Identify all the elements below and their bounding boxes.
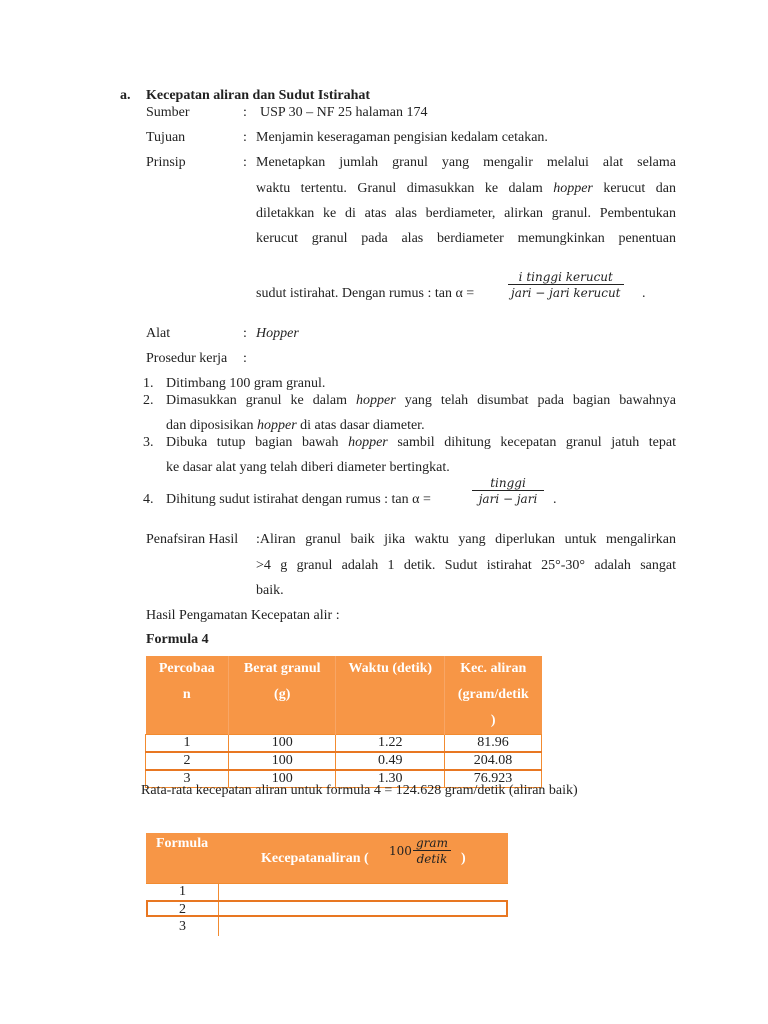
- header-waktu: [336, 656, 445, 735]
- prinsip-line-1: Menetapkan jumlah granul yang mengalir melalui alat selama: [256, 155, 676, 170]
- unit-numerator: gram: [416, 836, 448, 850]
- step-2-post: yang telah disumbat pada bagian bawahnya: [404, 393, 677, 408]
- formula-1-dot: .: [642, 286, 646, 301]
- header-formula: Formula: [156, 836, 209, 851]
- tujuan-colon: :: [243, 130, 247, 145]
- cell-kec: 76.923: [445, 770, 542, 788]
- header-berat: [228, 656, 336, 735]
- header-kec-line2: (gram/detik: [457, 687, 529, 702]
- step-1-text: Ditimbang 100 gram granul.: [166, 376, 326, 391]
- table-row: [146, 735, 542, 753]
- prinsip-line-2: [256, 181, 676, 197]
- row-highlight: [146, 900, 508, 917]
- step-2-line2-post: di atas dasar diameter.: [300, 418, 425, 433]
- header-percobaan: [146, 656, 229, 735]
- step-4-text: Dihitung sudut istirahat dengan rumus : tan α =: [166, 492, 431, 507]
- cell-percobaan: 3: [146, 770, 229, 788]
- step-2-hopper: hopper: [356, 393, 396, 408]
- sumber-colon: :: [243, 105, 247, 120]
- section-title: Kecepatan aliran dan Sudut Istirahat: [146, 88, 371, 103]
- formula-2-dot: .: [553, 492, 557, 507]
- step-3-hopper: hopper: [348, 435, 388, 450]
- row-border: [146, 883, 508, 884]
- formula-2: [472, 476, 544, 506]
- table-header-row: [146, 656, 542, 735]
- step-2-number: 2.: [143, 393, 154, 408]
- formula-row-2: 2: [179, 902, 186, 917]
- header-close: ): [461, 851, 466, 866]
- cell-berat: 100: [228, 752, 336, 770]
- alat-label: Alat: [146, 326, 171, 341]
- cell-berat: 100: [228, 735, 336, 753]
- step-2-line2-pre: dan diposisikan: [166, 418, 254, 433]
- header-kec-aliran: [445, 656, 542, 735]
- table-row: [146, 752, 542, 770]
- step-3-line-1: [166, 435, 676, 451]
- prinsip-colon: :: [243, 155, 247, 170]
- step-2-line-1: [166, 393, 676, 409]
- header-percobaan-line1: Percobaa: [158, 661, 215, 676]
- prinsip-line-2-end: kerucut dan: [603, 181, 676, 196]
- tujuan-value: Menjamin keseragaman pengisian kedalam cetakan.: [256, 130, 548, 145]
- header-percobaan-line2: n: [182, 687, 191, 702]
- formula-table-header: [146, 833, 508, 883]
- header-kec-line1: Kec. aliran: [460, 661, 527, 676]
- penafsiran-line-2: >4 g granul adalah 1 detik. Sudut istirahat 25°-30° adalah sangat: [256, 558, 676, 573]
- penafsiran-line-3: baik.: [256, 583, 284, 598]
- header-kec-line3: ): [490, 713, 496, 728]
- prinsip-line-4: kerucut granul pada alas berdiameter memungkinkan penentuan: [256, 231, 676, 246]
- cell-percobaan: 2: [146, 752, 229, 770]
- prinsip-hopper: hopper: [553, 181, 593, 196]
- cell-waktu: 1.22: [336, 735, 445, 753]
- formula-row-3: 3: [179, 919, 186, 934]
- penafsiran-label: Penafsiran Hasil: [146, 532, 239, 547]
- formula-row-1: 1: [179, 884, 186, 899]
- cell-waktu: 0.49: [336, 752, 445, 770]
- cell-percobaan: 1: [146, 735, 229, 753]
- alat-value: Hopper: [256, 326, 299, 341]
- header-berat-line2: (g): [274, 687, 291, 702]
- formula-1: [508, 270, 624, 300]
- step-2-line-2: [166, 418, 425, 434]
- formula-1-numerator: i tinggi kerucut: [518, 270, 613, 284]
- prinsip-line-3: diletakkan ke di atas alas berdiameter, alirkan granul. Pembentukan: [256, 206, 676, 221]
- cell-kec: 81.96: [445, 735, 542, 753]
- flow-rate-table: [145, 656, 542, 788]
- sumber-value: USP 30 – NF 25 halaman 174: [260, 105, 428, 120]
- prosedur-colon: :: [243, 351, 247, 366]
- prosedur-label: Prosedur kerja: [146, 351, 228, 366]
- prinsip-line-5: sudut istirahat. Dengan rumus : tan α =: [256, 286, 475, 301]
- header-kecepatan: Kecepatanaliran (: [261, 851, 369, 866]
- prinsip-line-2-text: waktu tertentu. Granul dimasukkan ke dalam: [256, 181, 543, 196]
- step-3-post: sambil dihitung kecepatan granul jatuh tepat: [397, 435, 677, 450]
- sumber-label: Sumber: [146, 105, 190, 120]
- prinsip-label: Prinsip: [146, 155, 186, 170]
- unit-fraction: [413, 836, 451, 866]
- penafsiran-line-1: :Aliran granul baik jika waktu yang diperlukan untuk mengalirkan: [256, 532, 676, 547]
- cell-berat: 100: [228, 770, 336, 788]
- step-3-number: 3.: [143, 435, 154, 450]
- formula-2-denominator: jari − jari: [472, 490, 544, 506]
- step-2-pre: Dimasukkan granul ke dalam: [166, 393, 347, 408]
- average-text: Rata-rata kecepatan aliran untuk formula 4 = 124.628 gram/detik (aliran baik): [141, 783, 578, 798]
- tujuan-label: Tujuan: [146, 130, 186, 145]
- step-3-line-2: ke dasar alat yang telah diberi diameter bertingkat.: [166, 460, 450, 475]
- formula-2-numerator: tinggi: [490, 476, 526, 490]
- step-4-number: 4.: [143, 492, 154, 507]
- unit-coef: 100: [389, 844, 412, 858]
- cell-waktu: 1.30: [336, 770, 445, 788]
- unit-denominator: detik: [413, 850, 451, 866]
- hasil-title: Hasil Pengamatan Kecepatan alir :: [146, 608, 340, 623]
- formula-title: Formula 4: [146, 632, 209, 647]
- section-marker: a.: [120, 88, 131, 103]
- header-berat-line1: Berat granul: [243, 661, 321, 676]
- alat-colon: :: [243, 326, 247, 341]
- step-2-line2-hopper: hopper: [257, 418, 297, 433]
- step-1-number: 1.: [143, 376, 154, 391]
- formula-1-denominator: jari − jari kerucut: [508, 284, 624, 300]
- cell-kec: 204.08: [445, 752, 542, 770]
- step-3-pre: Dibuka tutup bagian bawah: [166, 435, 339, 450]
- header-waktu-line1: Waktu (detik): [348, 661, 433, 676]
